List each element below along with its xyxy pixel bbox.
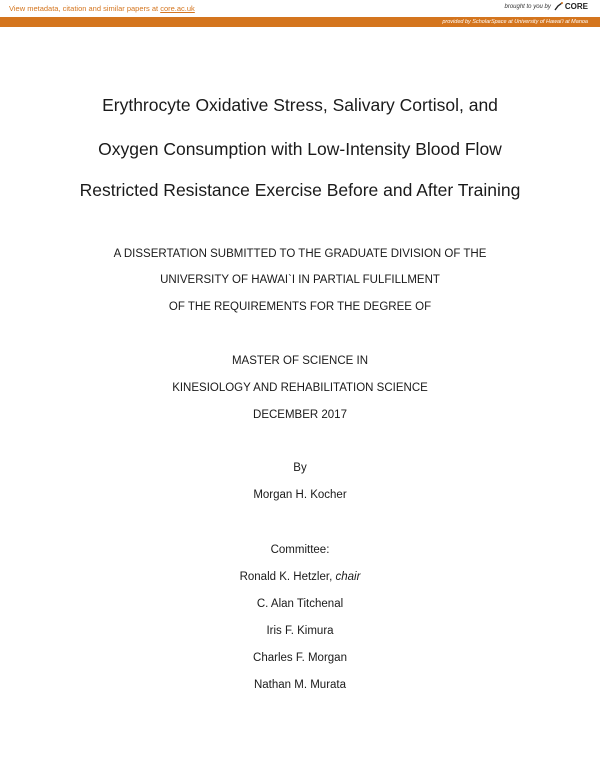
committee-chair-role: chair bbox=[335, 571, 361, 583]
submission-line-1: A DISSERTATION SUBMITTED TO THE GRADUATE DIVISION OF THE bbox=[113, 248, 487, 260]
core-link[interactable]: core.ac.uk bbox=[160, 4, 195, 13]
metadata-text: View metadata, citation and similar papers at bbox=[9, 4, 161, 13]
core-header-bar bbox=[0, 0, 600, 16]
brought-by-text: brought to you by bbox=[504, 3, 551, 10]
author-name: Morgan H. Kocher bbox=[253, 489, 347, 501]
metadata-notice bbox=[9, 4, 195, 13]
core-logo-icon bbox=[554, 2, 563, 11]
committee-member: Nathan M. Murata bbox=[253, 679, 347, 691]
committee-label: Committee: bbox=[270, 544, 330, 556]
title-line-2: Oxygen Consumption with Low-Intensity Blood Flow bbox=[98, 139, 502, 159]
committee-member: Charles F. Morgan bbox=[253, 652, 347, 664]
core-logo-text: CORE bbox=[564, 2, 588, 11]
title-line-1: Erythrocyte Oxidative Stress, Salivary Cortisol, and bbox=[102, 95, 498, 115]
degree-name: MASTER OF SCIENCE IN bbox=[231, 355, 369, 367]
degree-date: DECEMBER 2017 bbox=[253, 409, 347, 421]
degree-field: KINESIOLOGY AND REHABILITATION SCIENCE bbox=[172, 382, 428, 394]
title-line-3: Restricted Resistance Exercise Before and After Training bbox=[79, 180, 521, 200]
submission-line-3: OF THE REQUIREMENTS FOR THE DEGREE OF bbox=[168, 301, 432, 313]
provided-by-text: provided by ScholarSpace at University of Hawai'i at Manoa bbox=[442, 19, 588, 25]
committee-chair bbox=[0, 571, 600, 583]
committee-chair-name: Ronald K. Hetzler, bbox=[239, 571, 333, 583]
core-logo[interactable] bbox=[554, 2, 588, 11]
committee-member: C. Alan Titchenal bbox=[256, 598, 344, 610]
author-by: By bbox=[293, 462, 307, 474]
submission-line-2: UNIVERSITY OF HAWAI`I IN PARTIAL FULFILLMENT bbox=[160, 274, 440, 286]
provided-by-banner bbox=[0, 17, 600, 27]
brought-by bbox=[505, 2, 589, 11]
committee-member: Iris F. Kimura bbox=[266, 625, 334, 637]
